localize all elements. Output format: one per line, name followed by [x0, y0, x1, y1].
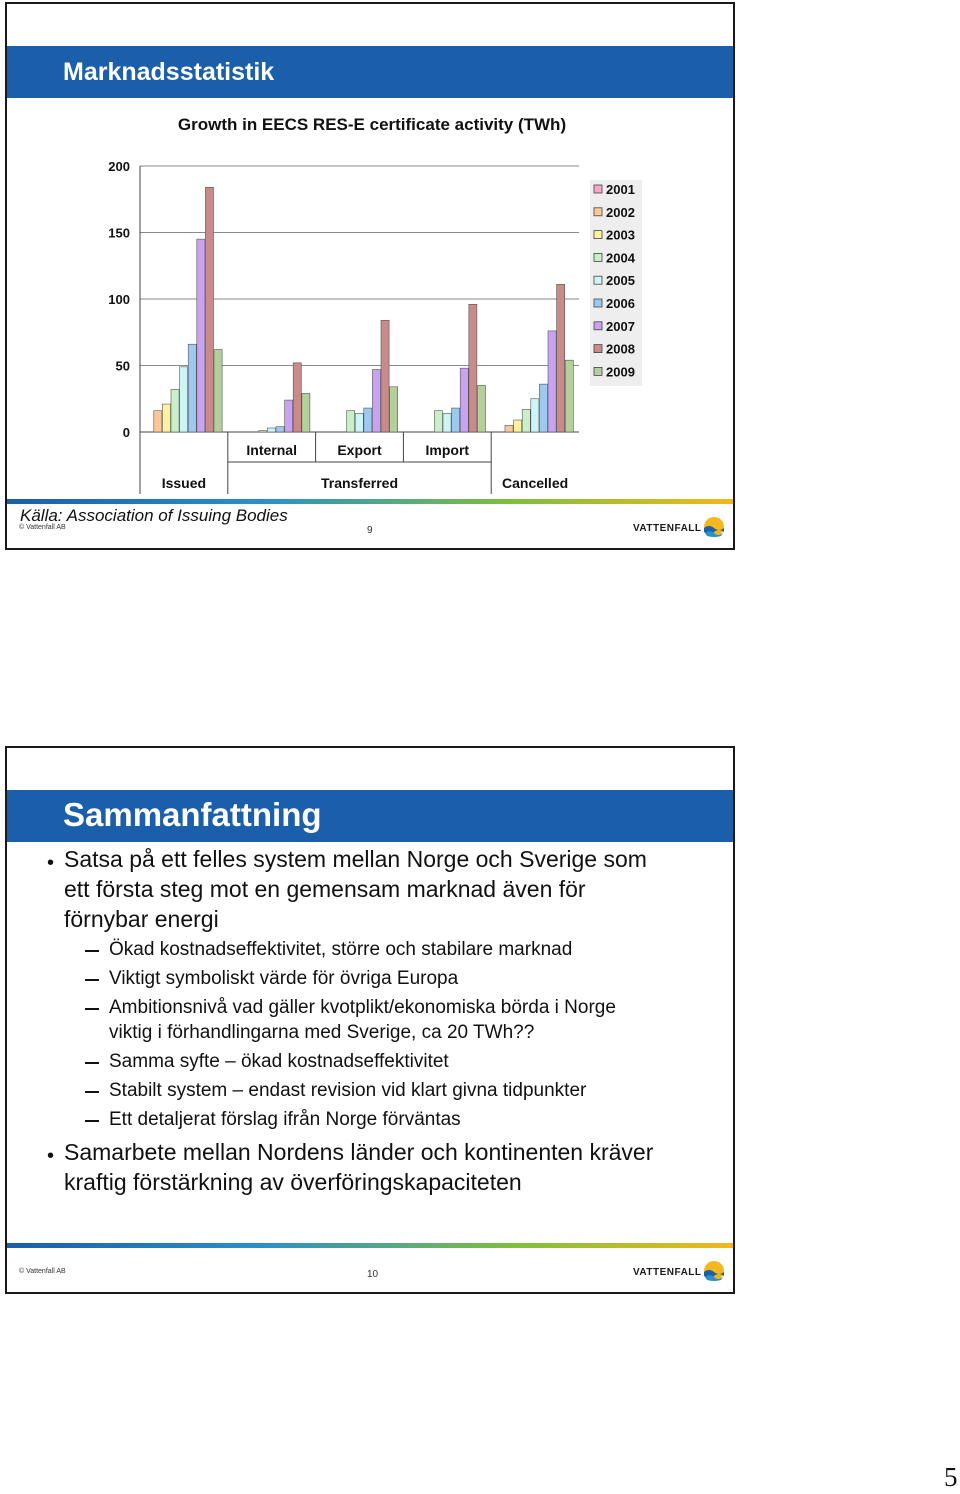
bullet-item [64, 844, 724, 934]
legend-label-2009: 2009 [606, 364, 635, 380]
title-bar [7, 790, 733, 842]
legend-label-2003: 2003 [606, 227, 635, 243]
bar-2004-import [434, 411, 442, 432]
bar-2002-cancelled [505, 425, 513, 432]
bar-2008-export [381, 320, 389, 432]
sub-bullet-line: Ambitionsnivå vad gäller kvotplikt/ekonomiska börda i Norge [109, 997, 616, 1018]
legend-swatch-2004 [594, 253, 602, 261]
legend-label-2008: 2008 [606, 341, 635, 357]
bullet-line: kraftig förstärkning av överföringskapaciteten [64, 1169, 522, 1195]
sub-bullet-item: Ett detaljerat förslag ifrån Norge förväntas [109, 1109, 461, 1130]
legend-swatch-2002 [594, 208, 602, 216]
legend-swatch-2003 [594, 231, 602, 239]
brand-name: VATTENFALL [633, 1267, 702, 1278]
bar-2009-cancelled [565, 360, 573, 432]
bar-2007-import [460, 368, 468, 432]
bar-2005-issued [180, 367, 188, 432]
legend-label-2005: 2005 [606, 273, 635, 289]
legend-swatch-2009 [594, 367, 602, 375]
sub-bullet-item [109, 995, 709, 1045]
bar-2006-internal [276, 427, 284, 432]
legend-swatch-2006 [594, 299, 602, 307]
sub-bullet-dash [85, 1120, 99, 1122]
bar-2004-internal [259, 431, 267, 432]
brand-name: VATTENFALL [633, 523, 702, 534]
legend-swatch-2005 [594, 276, 602, 284]
title-bar [7, 46, 733, 98]
y-tick-label: 0 [122, 425, 130, 440]
vattenfall-logo-icon [703, 516, 725, 538]
slide-sammanfattning [5, 746, 735, 1294]
vattenfall-logo-icon [703, 1260, 725, 1282]
sub-bullet-dash [85, 1062, 99, 1064]
legend-swatch-2007 [594, 322, 602, 330]
bullet-line: Satsa på ett felles system mellan Norge och Sverige som [64, 846, 647, 872]
x-group-label: Transferred [320, 475, 399, 491]
bullet-dot: • [47, 1145, 55, 1167]
y-tick-label: 200 [108, 159, 130, 174]
bullet-line: ett första steg mot en gemensam marknad även för [64, 876, 586, 902]
bar-2004-cancelled [522, 409, 530, 432]
bar-2006-export [364, 408, 372, 432]
legend-label-2004: 2004 [606, 250, 635, 266]
copyright: © Vattenfall AB [19, 524, 66, 531]
footer-gradient-line [7, 1243, 733, 1248]
legend-label-2007: 2007 [606, 318, 635, 334]
sub-bullet-dash [85, 979, 99, 981]
sub-bullet-dash [85, 1008, 99, 1010]
x-category-label: Cancelled [502, 475, 569, 491]
slide-title: Marknadsstatistik [63, 58, 275, 86]
copyright: © Vattenfall AB [19, 1268, 66, 1275]
sub-bullet-dash [85, 950, 99, 952]
bar-2006-issued [188, 344, 196, 432]
legend-swatch-2008 [594, 345, 602, 353]
bar-2005-internal [267, 428, 275, 432]
bullet-line: Samarbete mellan Nordens länder och kontinenten kräver [64, 1139, 654, 1165]
legend-label-2001: 2001 [606, 182, 635, 197]
certificate-activity-chart [67, 100, 667, 498]
x-category-label: Internal [246, 442, 297, 458]
y-tick-label: 150 [108, 225, 130, 241]
y-tick-label: 50 [115, 358, 130, 374]
bar-2008-internal [293, 363, 301, 432]
sub-bullet-item: Viktigt symboliskt värde för övriga Europa [109, 968, 459, 989]
chart-source: Källa: Association of Issuing Bodies [20, 506, 288, 525]
legend-label-2002: 2002 [606, 204, 635, 220]
bar-2005-cancelled [531, 399, 539, 432]
page-number: 9 [367, 525, 373, 536]
bar-2004-export [347, 411, 355, 432]
sub-bullet-item: Ökad kostnadseffektivitet, större och stabilare marknad [109, 939, 573, 960]
bar-2007-export [372, 369, 380, 432]
bullet-item [64, 1137, 724, 1197]
bar-2006-import [452, 408, 460, 432]
bar-2005-import [443, 413, 451, 432]
page-corner-number: 5 [944, 1462, 958, 1492]
bar-2004-issued [171, 389, 179, 432]
bullet-dot: • [47, 852, 55, 874]
chart-title: Growth in EECS RES-E certificate activity (TWh) [177, 115, 567, 134]
bar-2008-issued [205, 187, 213, 432]
sub-bullet-dash [85, 1091, 99, 1093]
bar-2008-cancelled [557, 284, 565, 432]
y-tick-label: 100 [108, 292, 130, 307]
bar-2007-issued [197, 239, 205, 432]
legend-swatch-2001 [594, 185, 602, 193]
bar-2009-issued [214, 350, 222, 432]
bar-2007-internal [285, 400, 293, 432]
bullet-line: förnybar energi [64, 906, 219, 932]
sub-bullet-item: Stabilt system – endast revision vid klart givna tidpunkter [109, 1080, 587, 1101]
x-category-label: Export [337, 442, 382, 458]
sub-bullet-item: Samma syfte – ökad kostnadseffektivitet [109, 1051, 449, 1072]
legend-label-2006: 2006 [606, 296, 635, 311]
footer-gradient-line [7, 499, 733, 504]
bar-2005-export [355, 413, 363, 432]
bar-2008-import [469, 304, 477, 432]
slide-title: Sammanfattning [63, 796, 322, 833]
page-number: 10 [367, 1269, 379, 1280]
slide-marknadsstatistik [5, 2, 735, 550]
bar-2009-export [390, 387, 398, 432]
bar-2006-cancelled [539, 384, 547, 432]
bar-2009-internal [302, 393, 310, 432]
bar-2002-issued [154, 411, 162, 432]
x-category-label: Issued [161, 475, 207, 491]
x-category-label: Import [425, 442, 470, 458]
bar-2003-issued [162, 404, 170, 432]
bar-2003-cancelled [514, 420, 522, 432]
sub-bullet-line: viktig i förhandlingarna med Sverige, ca 20 TWh?? [109, 1022, 535, 1043]
bar-2007-cancelled [548, 331, 556, 432]
bar-2009-import [477, 385, 485, 432]
